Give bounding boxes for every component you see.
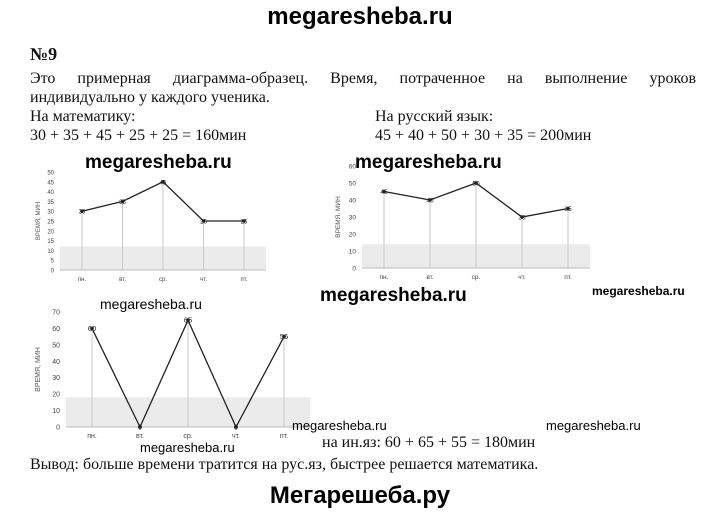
watermark: megaresheba.ru (320, 285, 467, 306)
y-tick-label: 15 (47, 239, 54, 246)
x-tick-label: вт. (136, 433, 144, 440)
x-tick-label: пт. (240, 277, 248, 283)
watermark: megaresheba.ru (85, 152, 232, 173)
y-tick-label: 0 (56, 424, 60, 432)
y-tick-label: 10 (47, 248, 54, 255)
x-tick-label: чт. (231, 433, 241, 440)
y-tick-label: 50 (52, 342, 60, 350)
y-tick-label: 40 (348, 197, 356, 205)
data-label: 35 (564, 206, 572, 213)
y-tick-label: 35 (47, 199, 54, 206)
x-tick-label: ср. (471, 274, 481, 281)
rus-formula: 45 + 40 + 50 + 30 + 35 = 200мин (375, 127, 592, 144)
data-label: 55 (279, 332, 289, 342)
x-tick-label: вт. (426, 274, 434, 281)
math-formula: 30 + 35 + 45 + 25 + 25 = 160мин (30, 127, 247, 144)
watermark: megaresheba.ru (100, 296, 202, 312)
data-label: 30 (78, 209, 86, 216)
data-label: 0 (137, 422, 143, 432)
watermark: megaresheba.ru (292, 418, 387, 433)
data-label: 25 (200, 219, 207, 226)
y-tick-label: 30 (52, 375, 60, 383)
data-label: 40 (426, 197, 434, 205)
y-tick-label: 40 (52, 358, 60, 366)
x-tick-label: пн. (77, 277, 87, 283)
y-tick-label: 20 (52, 391, 60, 399)
y-tick-label: 0 (50, 268, 54, 275)
y-tick-label: 70 (52, 309, 60, 317)
conclusion: Вывод: больше времени тратится на рус.яз, быстрее решается математика. (30, 456, 539, 473)
y-tick-label: 45 (47, 180, 54, 187)
data-label: 0 (233, 422, 239, 432)
x-tick-label: вт. (119, 277, 126, 283)
x-tick-label: пн. (87, 433, 97, 440)
rus-label: На русский язык: (375, 108, 494, 125)
math-chart (30, 160, 270, 300)
data-label: 45 (159, 180, 167, 187)
math-label: На математику: (30, 108, 136, 125)
x-tick-label: пт. (564, 274, 572, 281)
x-tick-label: чт. (200, 277, 207, 283)
y-tick-label: 50 (47, 170, 54, 177)
watermark: megaresheba.ru (355, 152, 502, 173)
russian-chart (330, 158, 600, 298)
watermark: megaresheba.ru (546, 418, 641, 433)
y-tick-label: 30 (47, 209, 54, 216)
x-tick-label: чт. (518, 274, 526, 281)
foreign-formula: на ин.яз: 60 + 65 + 55 = 180мин (322, 434, 536, 451)
intro-line-1: Это примерная диаграмма-образец. Время, потраченное на выполнение уроков (30, 70, 696, 87)
y-axis-label: ВРЕМЯ, МИН (35, 347, 42, 392)
y-tick-label: 25 (47, 219, 54, 226)
watermark: megaresheba.ru (592, 284, 685, 298)
watermark: megaresheba.ru (140, 440, 235, 455)
y-tick-label: 60 (52, 325, 60, 333)
y-axis-label: ВРЕМЯ, МИН (36, 201, 42, 241)
y-tick-label: 60 (348, 163, 356, 171)
site-header: megaresheba.ru (267, 3, 453, 30)
site-footer: Мегарешеба.ру (269, 482, 451, 509)
y-tick-label: 40 (47, 190, 54, 197)
intro-line-2: индивидуально у каждого ученика. (30, 89, 270, 106)
x-tick-label: ср. (158, 277, 168, 283)
task-number: №9 (30, 44, 58, 64)
x-tick-label: пт. (279, 433, 289, 440)
x-tick-label: пн. (379, 274, 389, 281)
y-tick-label: 10 (348, 248, 356, 256)
y-tick-label: 30 (348, 214, 356, 222)
data-label: 65 (183, 315, 193, 325)
y-tick-label: 20 (348, 231, 356, 239)
data-label: 30 (518, 214, 526, 222)
data-label: 25 (240, 219, 248, 226)
x-tick-label: ср. (183, 433, 193, 440)
data-label: 50 (472, 180, 480, 188)
data-label: 35 (119, 199, 126, 206)
y-tick-label: 10 (52, 408, 60, 416)
data-label: 45 (380, 189, 388, 196)
data-label: 60 (87, 323, 97, 333)
y-axis-label: ВРЕМЯ, МИН (335, 196, 342, 238)
y-tick-label: 5 (50, 258, 54, 265)
foreign-chart (20, 300, 320, 450)
y-tick-label: 0 (352, 265, 356, 273)
y-tick-label: 50 (348, 180, 356, 188)
y-tick-label: 20 (47, 229, 54, 236)
